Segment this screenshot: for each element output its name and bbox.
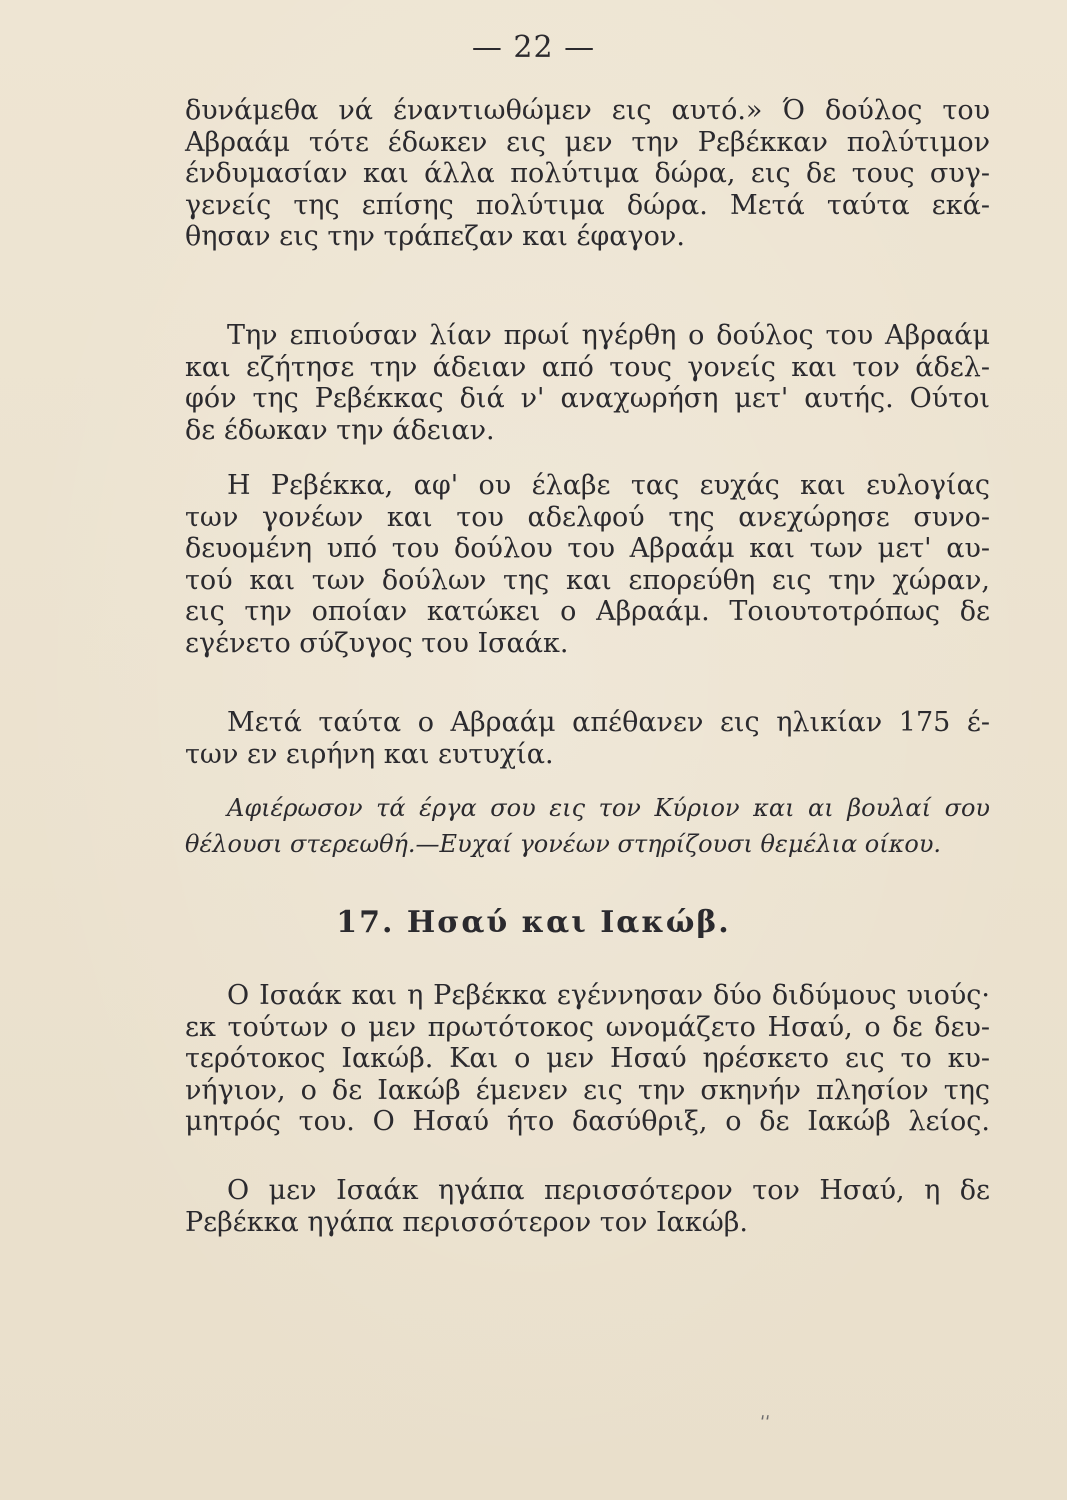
text-line: νήγιον, ο δε Ιακώβ έμενεν εις την σκηνήν πλησίον της (185, 1074, 990, 1106)
text-line: εκ τούτων ο μεν πρωτότοκος ωνομάζετο Ησαύ, ο δε δευ- (185, 1011, 990, 1043)
page-number-header: — 22 — (471, 30, 596, 65)
paragraph-esau-jacob-birth (185, 980, 990, 1138)
text-line: και εζήτησε την άδειαν από τους γονείς και τον άδελ- (185, 351, 990, 383)
text-line: δυνάμεθα νά έναντιωθώμεν εις αυτό.» Ό δούλος του (185, 95, 990, 126)
text-line: Ο Ισαάκ και η Ρεβέκκα εγέννησαν δύο διδύμους υιούς· (227, 980, 990, 1011)
paragraph-abraham-death (185, 707, 990, 770)
text-line: Ρεβέκκα ηγάπα περισσότερον τον Ιακώβ. (185, 1206, 748, 1238)
text-line: μητρός του. Ο Ησαύ ήτο δασύθριξ, ο δε Ιακώβ λείος. (185, 1106, 990, 1137)
maxim-line: θέλουσι στερεωθή.—Ευχαί γονέων στηρίζουσι θεμέλια οίκου. (185, 830, 942, 858)
text-line: Αβραάμ τότε έδωκεν εις μεν την Ρεβέκκαν πολύτιμον (185, 126, 990, 158)
text-line: Ο μεν Ισαάκ ηγάπα περισσότερον τον Ησαύ, η δε (227, 1175, 990, 1206)
text-line: Η Ρεβέκκα, αφ' ου έλαβε τας ευχάς και ευλογίας (227, 470, 990, 501)
section-title: 17. Ησαύ και Ιακώβ. (336, 905, 731, 940)
text-line: των εν ειρήνη και ευτυχία. (185, 738, 554, 770)
text-line: των γονέων και του αδελφού της ανεχώρησε συνο- (185, 501, 990, 533)
ink-speck: ͵͵ (760, 1400, 771, 1421)
text-line: φόν της Ρεβέκκας διά ν' αναχωρήση μετ' αυτής. Ούτοι (185, 383, 990, 414)
paragraph-servant-gifts (185, 95, 990, 253)
text-line: εις την οποίαν κατώκει ο Αβραάμ. Τοιουτοτρόπως δε (185, 596, 990, 627)
paragraph-rebecca-departure (185, 470, 990, 659)
text-line: ένδυμασίαν και άλλα πολύτιμα δώρα, εις δε τους συγ- (185, 158, 990, 189)
text-line: τού και των δούλων της και επορεύθη εις την χώραν, (185, 564, 990, 596)
maxim-line: Αφιέρωσον τά έργα σου εις τον Κύριον και αι βουλαί σου (227, 794, 990, 822)
paragraph-parents-favorites (185, 1175, 990, 1238)
text-line: δευομένη υπό του δούλου του Αβραάμ και των μετ' αυ- (185, 533, 990, 564)
text-line: δε έδωκαν την άδειαν. (185, 414, 495, 446)
paragraph-next-morning (185, 320, 990, 446)
moral-maxim (185, 790, 990, 862)
text-line: γενείς της επίσης πολύτιμα δώρα. Μετά ταύτα εκά- (185, 189, 990, 221)
text-line: εγένετο σύζυγος του Ισαάκ. (185, 627, 569, 659)
text-line: Την επιούσαν λίαν πρωί ηγέρθη ο δούλος του Αβραάμ (227, 320, 990, 351)
text-line: θησαν εις την τράπεζαν και έφαγον. (185, 221, 685, 252)
text-line: Μετά ταύτα ο Αβραάμ απέθανεν εις ηλικίαν 175 έ- (227, 707, 990, 738)
text-line: τερότοκος Ιακώβ. Και ο μεν Ησαύ ηρέσκετο εις το κυ- (185, 1043, 990, 1074)
